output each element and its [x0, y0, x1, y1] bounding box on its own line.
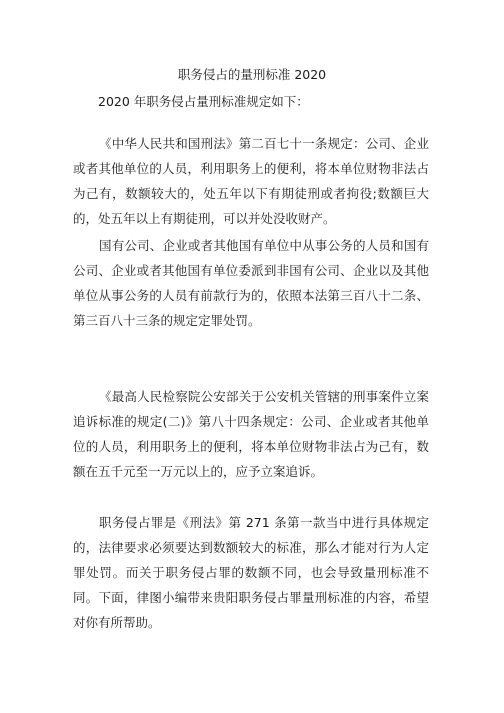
- paragraph-state-owned-units: 国有公司、企业或者其他国有单位中从事公务的人员和国有公司、企业或者其他国有单位委派到非国有公司、企业以及其他单位从事公务的人员有前款行为的，依照本法第三百八十二条、第三百八十三条的规定定罪处罚。: [73, 238, 429, 328]
- intro-line: 2020 年职务侵占量刑标准规定如下：: [98, 94, 309, 109]
- document-title: 职务侵占的量刑标准 2020: [177, 67, 327, 82]
- paragraph-criminal-law-article-271: 《中华人民共和国刑法》第二百七十一条规定：公司、企业或者其他单位的人员，利用职务上的便利，将本单位财物非法占为己有，数额较大的，处五年以下有期徒刑或者拘役;数额巨大的，处五年以上有期徒刑，可以并处没收财产。: [73, 136, 429, 226]
- paragraph-prosecution-standard: 《最高人民检察院公安部关于公安机关管辖的刑事案件立案追诉标准的规定(二)》第八十四条规定：公司、企业或者其他单位的人员，利用职务上的便利，将本单位财物非法占为己有，数额在五千元至一万元以上的，应予立案追诉。: [73, 389, 429, 479]
- paragraph-summary: 职务侵占罪是《刑法》第 271 条第一款当中进行具体规定的，法律要求必须要达到数额较大的标准，那么才能对行为人定罪处罚。而关于职务侵占罪的数额不同，也会导致量刑标准不同。下面，律图小编带来贵阳职务侵占罪量刑标准的内容，希望对你有所帮助。: [73, 515, 429, 630]
